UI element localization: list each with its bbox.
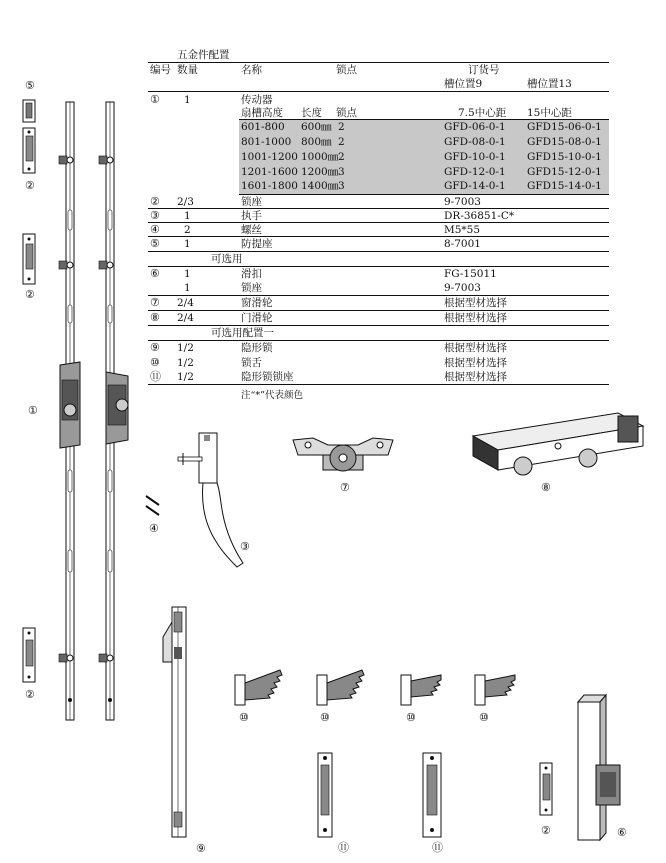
- label-10: ⑩: [406, 711, 416, 724]
- row-no: ①: [150, 93, 160, 106]
- row-qty: 2/4: [177, 297, 194, 309]
- row-no: ⑨: [150, 341, 160, 354]
- divider: [148, 340, 609, 341]
- cell-height: 1201-1600: [241, 166, 298, 178]
- row-qty: 1: [184, 238, 191, 250]
- cell-c15: GFD15-08-0-1: [527, 136, 602, 148]
- row-no: ⑪: [150, 370, 161, 383]
- divider: [148, 325, 609, 326]
- row-name: 隐形锁锁座: [241, 371, 294, 383]
- row-no: ③: [150, 209, 160, 222]
- header-slot13: 槽位置13: [527, 78, 572, 90]
- row-name: 防提座: [241, 238, 273, 250]
- cell-length: 800㎜: [301, 136, 332, 148]
- cell-height: 801-1000: [241, 136, 292, 148]
- cell-c15: GFD15-14-0-1: [527, 180, 602, 192]
- row-qty: 1/2: [177, 357, 194, 369]
- concealed-lock-seat-drawing: [418, 750, 448, 840]
- label-11: ⑪: [432, 841, 443, 854]
- row-code: 8-7001: [444, 238, 481, 250]
- row-qty: 2/3: [177, 196, 194, 208]
- lock-tongue-drawing: [396, 665, 446, 710]
- row-name: 锁舌: [241, 357, 262, 369]
- cell-c75: GFD-06-0-1: [444, 121, 506, 133]
- divider: [148, 91, 609, 92]
- divider: [148, 62, 609, 63]
- cell-height: 1601-1800: [241, 180, 298, 192]
- row-qty: 1/2: [177, 342, 194, 354]
- row-no: ⑦: [150, 296, 160, 309]
- row-qty: 2: [184, 224, 191, 236]
- label-10: ⑩: [479, 711, 489, 724]
- door-roller-drawing: [468, 408, 648, 483]
- anti-lift-seat-drawing: [20, 98, 40, 178]
- cell-lock: 2: [338, 121, 345, 133]
- row-no: ④: [150, 223, 160, 236]
- handle-drawing: [175, 425, 250, 570]
- concealed-lock-drawing: [158, 602, 198, 842]
- row-qty: 1: [184, 94, 191, 106]
- label-6: ⑥: [617, 826, 627, 839]
- optional-title: 可选用: [211, 253, 243, 265]
- header-order-no: 订货号: [468, 64, 500, 76]
- row-code: M5*55: [444, 224, 481, 236]
- divider: [148, 266, 609, 267]
- header-lockpoint: 锁点: [336, 64, 357, 76]
- label-7: ⑦: [340, 481, 350, 494]
- row-qty: 1: [184, 210, 191, 222]
- label-5: ⑤: [25, 79, 35, 92]
- row-qty: 1/2: [177, 371, 194, 383]
- divider: [239, 194, 609, 195]
- sub-header-height: 扇槽高度: [241, 107, 283, 119]
- row-name: 锁座: [241, 196, 262, 208]
- cell-c75: GFD-12-0-1: [444, 166, 506, 178]
- cell-lock: 3: [338, 180, 345, 192]
- transmission-bar-drawing: [92, 100, 142, 725]
- divider: [148, 310, 609, 311]
- label-2: ②: [25, 288, 35, 301]
- divider: [148, 295, 609, 296]
- divider: [148, 222, 609, 223]
- header-name: 名称: [241, 64, 262, 76]
- label-2: ②: [25, 688, 35, 701]
- row-code: 根据型材选择: [444, 297, 507, 309]
- row-qty: 2/4: [177, 312, 194, 324]
- header-slot9: 槽位置9: [444, 78, 483, 90]
- divider: [148, 236, 609, 237]
- config-title: 五金件配置: [177, 49, 230, 61]
- divider: [148, 251, 609, 252]
- concealed-lock-seat-drawing: [313, 750, 338, 840]
- cell-lock: 3: [338, 166, 345, 178]
- row-code: 9-7003: [444, 282, 481, 294]
- cell-c75: GFD-08-0-1: [444, 136, 506, 148]
- row-no: ⑩: [150, 356, 160, 369]
- sub-header-c75: 7.5中心距: [458, 107, 507, 119]
- row-name: 螺丝: [241, 224, 262, 236]
- divider: [239, 119, 609, 120]
- row-code: 根据型材选择: [444, 312, 507, 324]
- label-9: ⑨: [196, 842, 206, 855]
- sub-header-c15: 15中心距: [527, 107, 572, 119]
- row-name: 执手: [241, 210, 262, 222]
- label-2: ②: [541, 824, 551, 837]
- cell-c15: GFD15-10-0-1: [527, 151, 602, 163]
- cell-lock: 2: [338, 151, 345, 163]
- lock-seat-drawing: [20, 232, 40, 287]
- label-4: ④: [149, 522, 159, 535]
- lock-tongue-drawing: [470, 665, 520, 710]
- cell-c15: GFD15-06-0-1: [527, 121, 602, 133]
- row-code: 根据型材选择: [444, 357, 507, 369]
- cell-height: 601-800: [241, 121, 285, 133]
- note-text: 注“*”代表颜色: [241, 390, 303, 401]
- row-code: FG-15011: [444, 268, 497, 280]
- lock-tongue-drawing: [312, 665, 367, 710]
- cell-length: 600㎜: [301, 121, 332, 133]
- cell-height: 1001-1200: [241, 151, 298, 163]
- row-name: 锁座: [241, 282, 262, 294]
- row-code: DR-36851-C*: [444, 210, 515, 222]
- row-name: 滑扣: [241, 268, 262, 280]
- label-10: ⑩: [239, 711, 249, 724]
- cell-c75: GFD-10-0-1: [444, 151, 506, 163]
- sub-header-length: 长度: [301, 107, 322, 119]
- cell-length: 1400㎜: [301, 180, 339, 192]
- lock-seat-drawing: [535, 760, 560, 820]
- divider: [148, 208, 609, 209]
- row-code: 根据型材选择: [444, 371, 507, 383]
- row-code: 9-7003: [444, 196, 481, 208]
- screw-drawing: [143, 493, 163, 523]
- header-qty: 数量: [177, 64, 198, 76]
- divider: [148, 384, 609, 385]
- row-no: ⑤: [150, 237, 160, 250]
- row-name: 隐形锁: [241, 342, 273, 354]
- transmission-bar-drawing: [52, 100, 92, 725]
- label-3: ③: [240, 540, 250, 553]
- header-no: 编号: [150, 64, 171, 76]
- cell-lock: 2: [338, 136, 345, 148]
- row-code: 根据型材选择: [444, 342, 507, 354]
- row-name: 传动器: [241, 94, 273, 106]
- row-qty: 1: [184, 268, 191, 280]
- label-10: ⑩: [320, 711, 330, 724]
- row-name: 窗滑轮: [241, 297, 273, 309]
- label-11: ⑪: [338, 841, 349, 854]
- cell-length: 1200㎜: [301, 166, 339, 178]
- cell-c75: GFD-14-0-1: [444, 180, 506, 192]
- sub-header-lock: 锁点: [336, 107, 357, 119]
- slide-buckle-drawing: [570, 690, 630, 845]
- row-no: ⑧: [150, 311, 160, 324]
- optional1-title: 可选用配置一: [211, 327, 274, 339]
- row-name: 门滑轮: [241, 312, 273, 324]
- cell-c15: GFD15-12-0-1: [527, 166, 602, 178]
- label-8: ⑧: [541, 481, 551, 494]
- lock-tongue-drawing: [230, 665, 285, 710]
- label-1: ①: [28, 404, 38, 417]
- label-2: ②: [25, 179, 35, 192]
- lock-seat-drawing: [20, 626, 40, 686]
- row-no: ⑥: [150, 267, 160, 280]
- row-no: ②: [150, 195, 160, 208]
- cell-length: 1000㎜: [301, 151, 339, 163]
- window-roller-drawing: [288, 430, 398, 480]
- row-qty: 1: [184, 282, 191, 294]
